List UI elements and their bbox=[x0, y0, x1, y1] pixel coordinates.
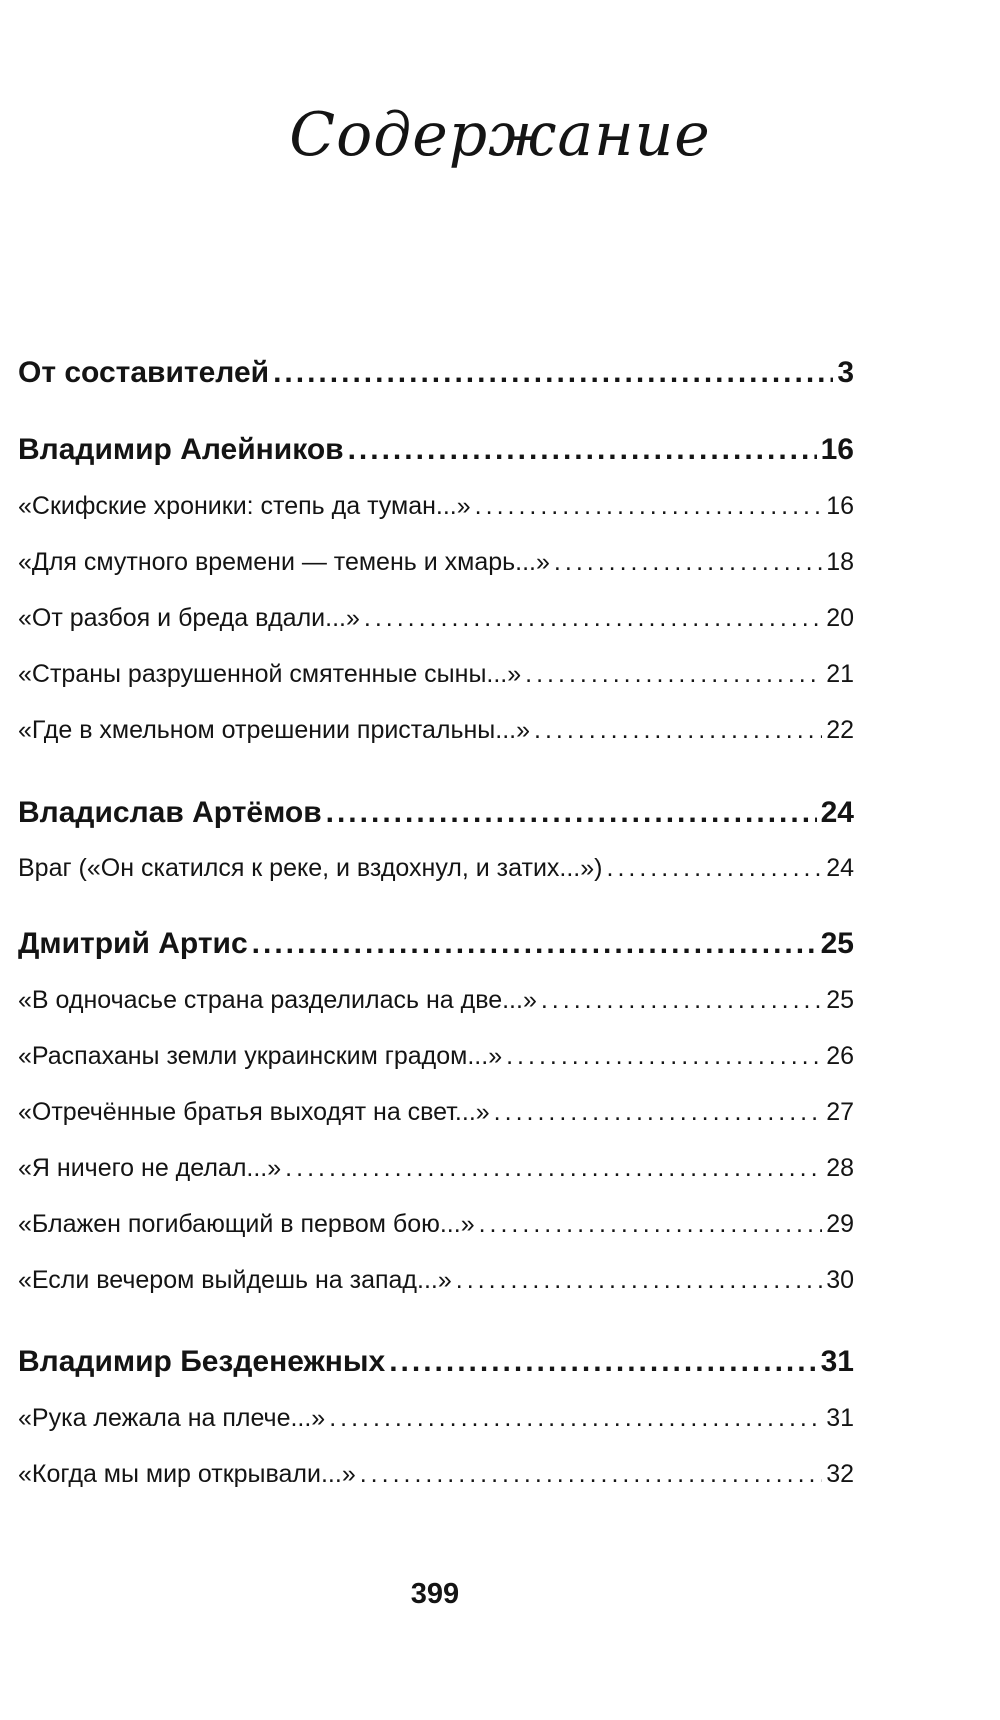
toc-author-entry bbox=[18, 927, 854, 961]
toc-entry-title: «От разбоя и бреда вдали...» bbox=[18, 604, 360, 632]
toc-entry-title: «Когда мы мир открывали...» bbox=[18, 1460, 356, 1488]
toc-entry-title: «Рука лежала на плече...» bbox=[18, 1404, 326, 1432]
toc-entry-title: «В одночасье страна разделилась на две...» bbox=[18, 986, 537, 1014]
toc-entry-title: От составителей bbox=[18, 356, 270, 389]
toc-poem-entry bbox=[18, 548, 854, 577]
toc-poem-entry bbox=[18, 1266, 854, 1295]
dot-leader bbox=[506, 1042, 822, 1071]
toc-entry-title: Враг («Он скатился к реке, и вздохнул, и затих...») bbox=[18, 854, 603, 882]
toc-entry-page: 25 bbox=[820, 927, 854, 960]
toc-entry-title: «Для смутного времени — темень и хмарь...» bbox=[18, 548, 550, 576]
toc-entry-page: 16 bbox=[820, 433, 854, 466]
toc-entry-title: Владимир Безденежных bbox=[18, 1345, 386, 1378]
toc-author-entry bbox=[18, 796, 854, 830]
toc-poem-entry bbox=[18, 1042, 854, 1071]
dot-leader bbox=[348, 433, 817, 467]
toc-entry-title: «Распаханы земли украинским градом...» bbox=[18, 1042, 503, 1070]
toc-entry-page: 21 bbox=[826, 660, 854, 688]
dot-leader bbox=[554, 548, 822, 577]
toc-poem-entry bbox=[18, 986, 854, 1015]
dot-leader bbox=[389, 1345, 816, 1379]
toc-entry-page: 31 bbox=[826, 1404, 854, 1432]
toc-poem-entry bbox=[18, 854, 854, 883]
toc-entry-page: 29 bbox=[826, 1210, 854, 1238]
toc-entry-title: «Если вечером выйдешь на запад...» bbox=[18, 1266, 452, 1294]
toc-entry-page: 22 bbox=[826, 716, 854, 744]
toc-entry-page: 28 bbox=[826, 1154, 854, 1182]
dot-leader bbox=[364, 604, 822, 633]
toc-entry-page: 27 bbox=[826, 1098, 854, 1126]
page-title: Содержание bbox=[289, 100, 711, 170]
toc-entry-page: 26 bbox=[826, 1042, 854, 1070]
dot-leader bbox=[541, 986, 822, 1015]
dot-leader bbox=[252, 927, 817, 961]
toc-entry-page: 16 bbox=[826, 492, 854, 520]
toc-entry-title: «Я ничего не делал...» bbox=[18, 1154, 282, 1182]
toc-entry-title: «Отречённые братья выходят на свет...» bbox=[18, 1098, 490, 1126]
page-number: 399 bbox=[410, 1578, 460, 1610]
dot-leader bbox=[534, 716, 822, 745]
toc-poem-entry bbox=[18, 1098, 854, 1127]
toc-poem-entry bbox=[18, 660, 854, 689]
toc-poem-entry bbox=[18, 492, 854, 521]
toc-poem-entry bbox=[18, 604, 854, 633]
toc-entry-title: Дмитрий Артис bbox=[18, 927, 248, 960]
toc-poem-entry bbox=[18, 716, 854, 745]
toc-entry-page: 25 bbox=[826, 986, 854, 1014]
toc-entry-page: 24 bbox=[820, 796, 854, 829]
dot-leader bbox=[329, 1404, 822, 1433]
dot-leader bbox=[475, 492, 823, 521]
toc-entry-page: 20 bbox=[826, 604, 854, 632]
toc-entry-page: 31 bbox=[820, 1345, 854, 1378]
toc-entry-page: 24 bbox=[826, 854, 854, 882]
toc-entry-title: «Страны разрушенной смятенные сыны...» bbox=[18, 660, 522, 688]
dot-leader bbox=[326, 796, 817, 830]
toc-entry-page: 3 bbox=[837, 356, 854, 389]
dot-leader bbox=[273, 356, 833, 390]
toc-entry-title: «Скифские хроники: степь да туман...» bbox=[18, 492, 471, 520]
toc-poem-entry bbox=[18, 1210, 854, 1239]
toc-entry-page: 18 bbox=[826, 548, 854, 576]
dot-leader bbox=[494, 1098, 823, 1127]
toc-author-entry bbox=[18, 433, 854, 467]
toc-entry-title: Владимир Алейников bbox=[18, 433, 344, 466]
toc-entry-page: 32 bbox=[826, 1460, 854, 1488]
toc-entry-title: «Блажен погибающий в первом бою...» bbox=[18, 1210, 475, 1238]
toc-entry-title: Владислав Артёмов bbox=[18, 796, 322, 829]
dot-leader bbox=[479, 1210, 823, 1239]
toc-author-entry bbox=[18, 1345, 854, 1379]
toc-entry-title: «Где в хмельном отрешении пристальны...» bbox=[18, 716, 531, 744]
dot-leader bbox=[525, 660, 822, 689]
toc-poem-entry bbox=[18, 1404, 854, 1433]
toc-poem-entry bbox=[18, 1154, 854, 1183]
toc-author-entry bbox=[18, 356, 854, 390]
dot-leader bbox=[285, 1154, 822, 1183]
dot-leader bbox=[607, 854, 823, 883]
toc-poem-entry bbox=[18, 1460, 854, 1489]
dot-leader bbox=[456, 1266, 822, 1295]
toc-entry-page: 30 bbox=[826, 1266, 854, 1294]
dot-leader bbox=[360, 1460, 822, 1489]
